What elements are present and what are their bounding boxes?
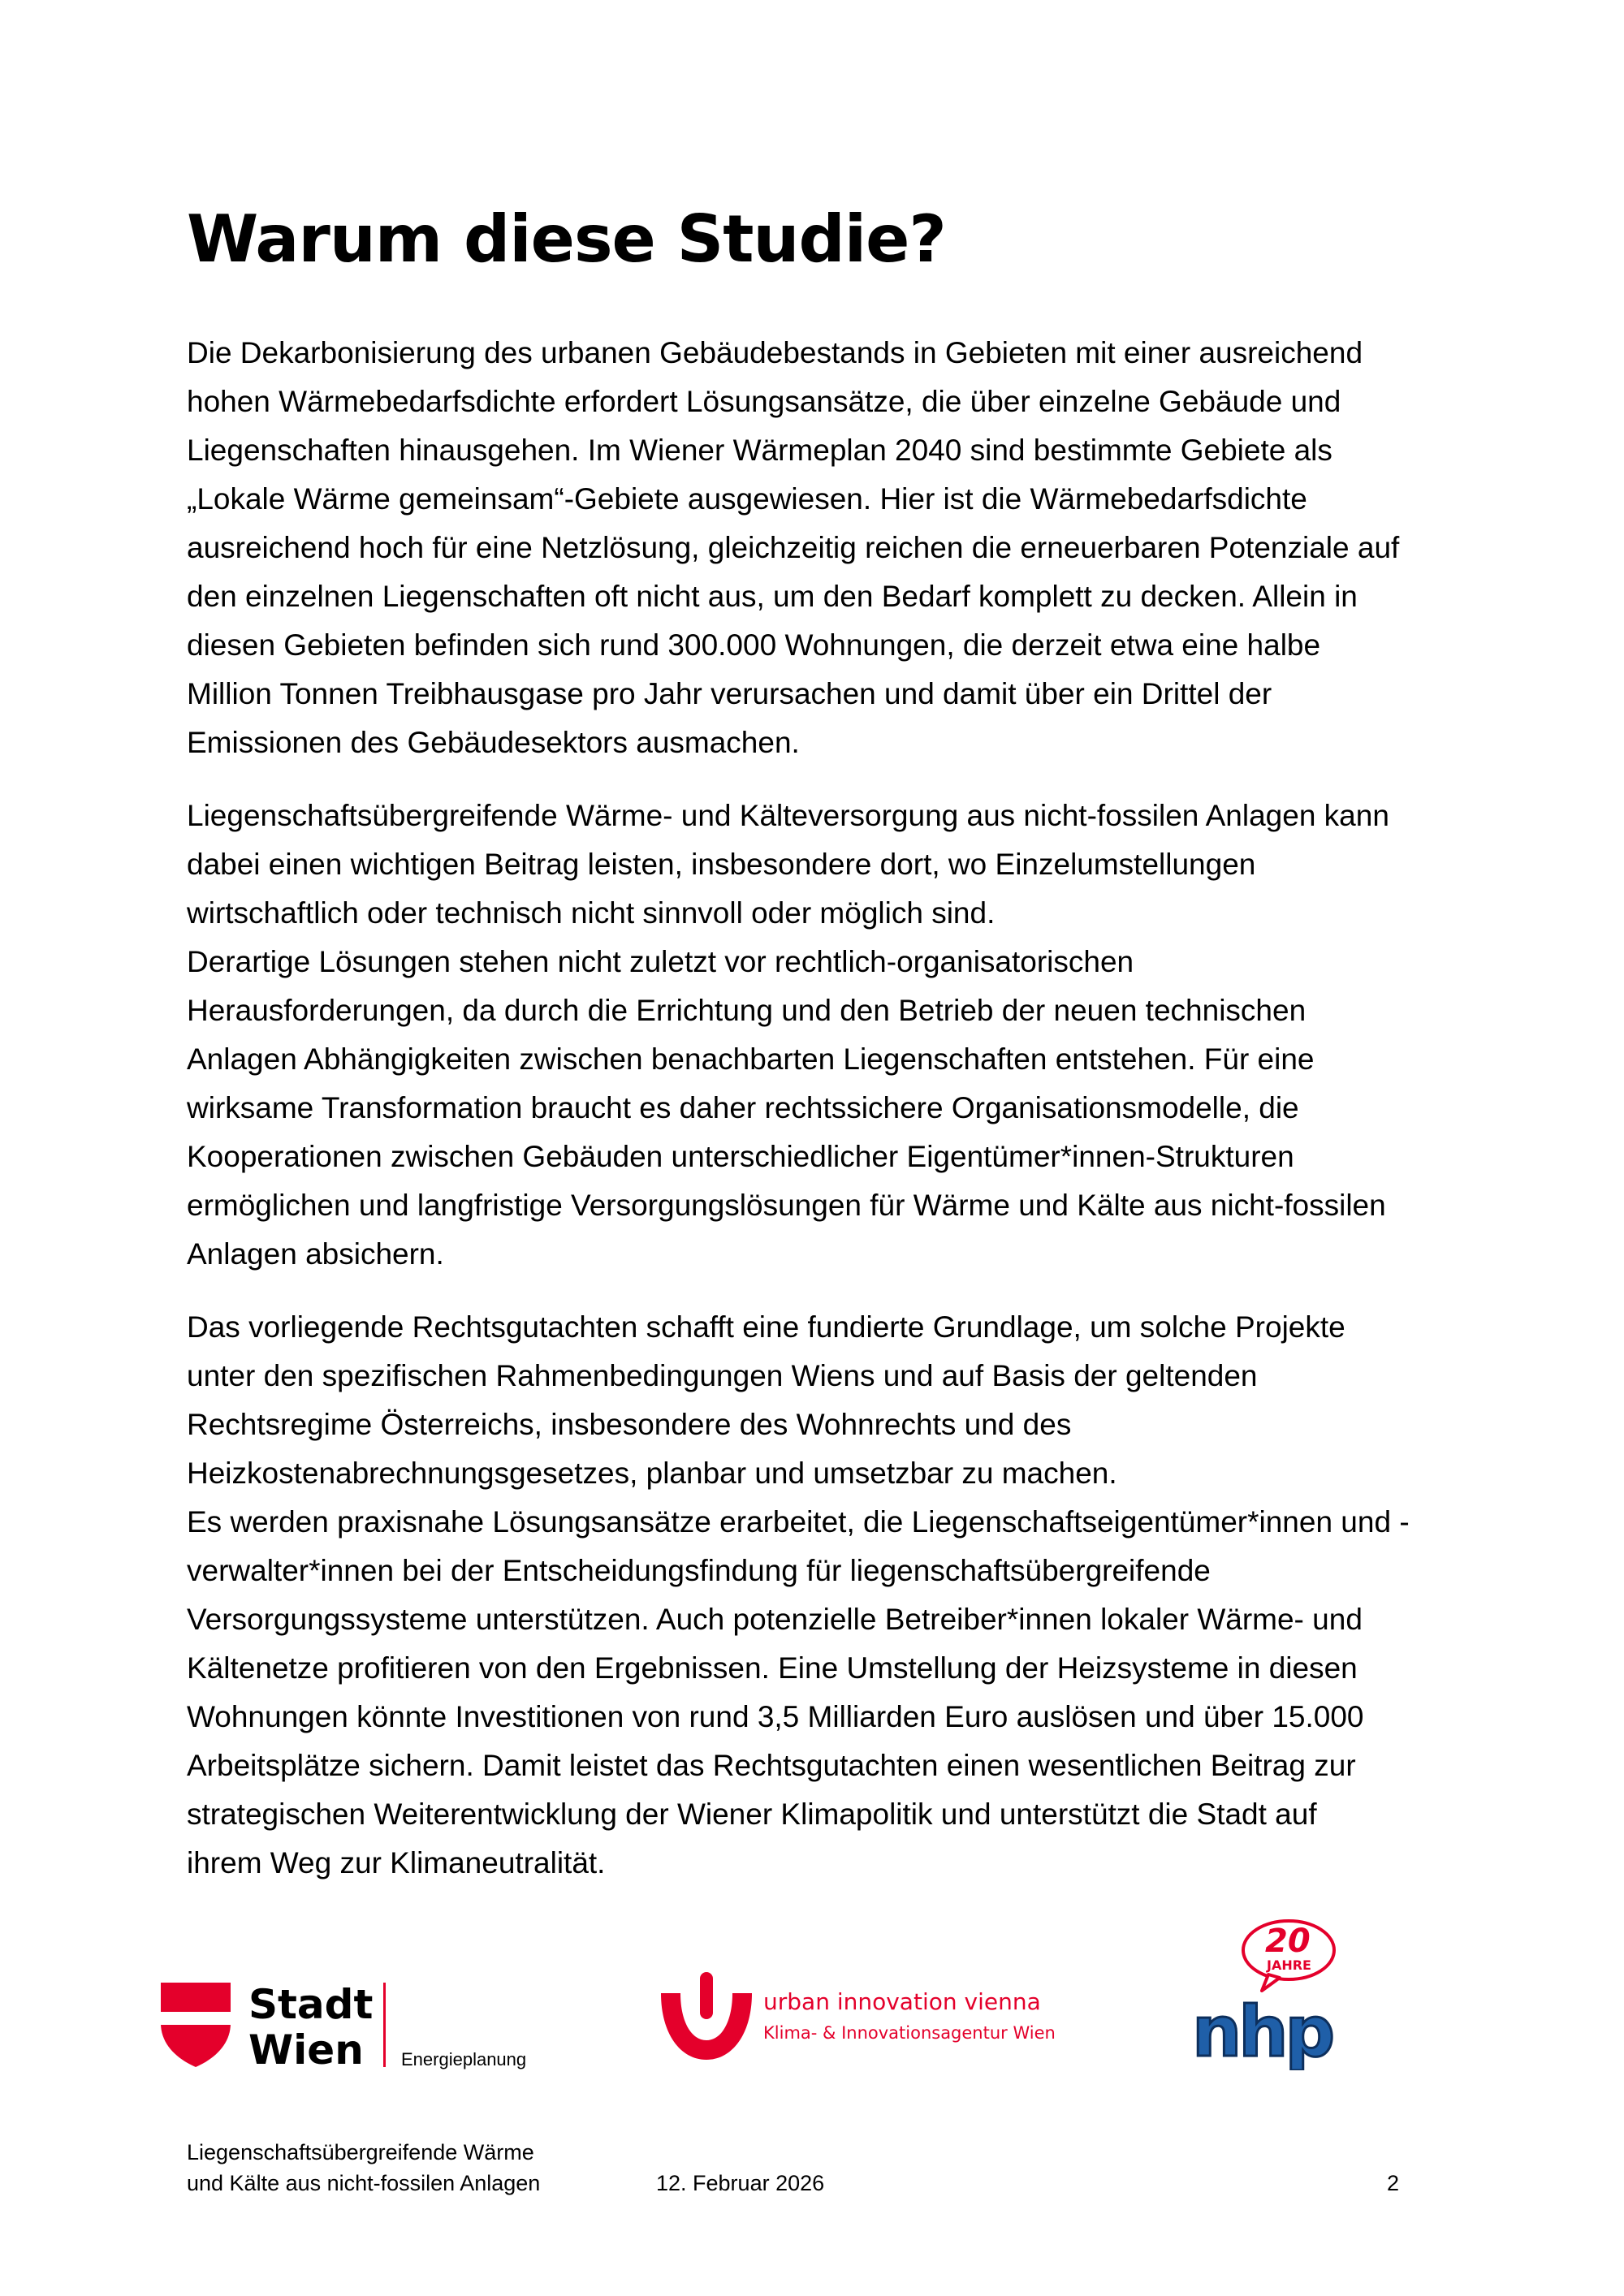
paragraph-2	[187, 792, 1466, 1279]
nhp-logo	[1187, 1916, 1350, 2070]
text-line: strategischen Weiterentwicklung der Wiener Klimapolitik und unterstützt die Stadt auf	[187, 1798, 1317, 1831]
text-line: dabei einen wichtigen Beitrag leisten, insbesondere dort, wo Einzelumstellungen	[187, 848, 1256, 881]
stadt-wien-line2: Wien	[248, 2026, 364, 2070]
paragraph-3	[187, 1303, 1466, 1888]
body-text	[187, 329, 1466, 1912]
text-line: Derartige Lösungen stehen nicht zuletzt vor rechtlich-organisatorischen	[187, 945, 1134, 978]
text-line: Anlagen absichern.	[187, 1237, 444, 1271]
text-line: wirtschaftlich oder technisch nicht sinnvoll oder möglich sind.	[187, 896, 996, 930]
text-line: Versorgungssysteme unterstützen. Auch potenzielle Betreiber*innen lokaler Wärme- und	[187, 1603, 1363, 1636]
text-line: unter den spezifischen Rahmenbedingungen Wiens und auf Basis der geltenden	[187, 1359, 1258, 1392]
nhp-badge-number: 20	[1265, 1923, 1311, 1960]
text-line: Heizkostenabrechnungsgesetzes, planbar und umsetzbar zu machen.	[187, 1457, 1117, 1490]
uiv-sub: Klima- & Innovationsagentur Wien	[763, 2023, 1056, 2043]
text-line: Kältenetze profitieren von den Ergebnissen. Eine Umstellung der Heizsysteme in diesen	[187, 1651, 1358, 1685]
text-line: Das vorliegende Rechtsgutachten schafft eine fundierte Grundlage, um solche Projekte	[187, 1310, 1345, 1344]
text-line: Anlagen Abhängigkeiten zwischen benachbarten Liegenschaften entstehen. Für eine	[187, 1042, 1315, 1076]
text-line: Million Tonnen Treibhausgase pro Jahr verursachen und damit über ein Drittel der	[187, 677, 1272, 710]
text-line: den einzelnen Liegenschaften oft nicht aus, um den Bedarf komplett zu decken. Allein in	[187, 580, 1358, 613]
text-line: ausreichend hoch für eine Netzlösung, gleichzeitig reichen die erneuerbaren Potenziale auf	[187, 531, 1400, 564]
stadt-wien-sub: Energieplanung	[401, 2049, 527, 2069]
text-line: verwalter*innen bei der Entscheidungsfindung für liegenschaftsübergreifende	[187, 1554, 1211, 1587]
text-line: Liegenschaften hinausgehen. Im Wiener Wärmeplan 2040 sind bestimmte Gebiete als	[187, 434, 1332, 467]
footer-document-title	[187, 2137, 540, 2199]
footer-title-line1: Liegenschaftsübergreifende Wärme	[187, 2140, 534, 2164]
text-line: ermöglichen und langfristige Versorgungslösungen für Wärme und Kälte aus nicht-fossilen	[187, 1189, 1386, 1222]
text-line: hohen Wärmebedarfsdichte erfordert Lösungsansätze, die über einzelne Gebäude und	[187, 385, 1341, 418]
text-line: Arbeitsplätze sichern. Damit leistet das Rechtsgutachten einen wesentlichen Beitrag zur	[187, 1749, 1356, 1782]
stadt-wien-logo	[159, 1981, 549, 2070]
text-line: Wohnungen könnte Investitionen von rund 3,5 Milliarden Euro auslösen und über 15.000	[187, 1700, 1364, 1733]
text-line: Liegenschaftsübergreifende Wärme- und Kälteversorgung aus nicht-fossilen Anlagen kann	[187, 799, 1389, 832]
page-number: 2	[1387, 2171, 1400, 2195]
text-line: Kooperationen zwischen Gebäuden unterschiedlicher Eigentümer*innen-Strukturen	[187, 1140, 1294, 1173]
text-line: „Lokale Wärme gemeinsam“-Gebiete ausgewiesen. Hier ist die Wärmebedarfsdichte	[187, 482, 1307, 516]
uiv-logo	[656, 1969, 1078, 2066]
text-line: Rechtsregime Österreichs, insbesondere des Wohnrechts und des	[187, 1408, 1072, 1441]
footer-date: 12. Februar 2026	[656, 2171, 825, 2195]
text-line: Es werden praxisnahe Lösungsansätze erarbeitet, die Liegenschaftseigentümer*innen und -	[187, 1505, 1410, 1539]
text-line: Emissionen des Gebäudesektors ausmachen.	[187, 726, 800, 759]
partner-logos	[0, 1916, 1624, 2103]
text-line: Die Dekarbonisierung des urbanen Gebäudebestands in Gebieten mit einer ausreichend	[187, 336, 1363, 369]
stadt-wien-line1: Stadt	[248, 1981, 374, 2028]
page-title: Warum diese Studie?	[187, 201, 946, 277]
text-line: wirksame Transformation braucht es daher rechtssichere Organisationsmodelle, die	[187, 1091, 1299, 1124]
nhp-name: nhp	[1192, 1992, 1332, 2070]
text-line: ihrem Weg zur Klimaneutralität.	[187, 1846, 606, 1880]
footer-title-line2: und Kälte aus nicht-fossilen Anlagen	[187, 2171, 541, 2195]
paragraph-1	[187, 329, 1466, 767]
uiv-name: urban innovation vienna	[763, 1988, 1041, 2015]
text-line: diesen Gebieten befinden sich rund 300.000 Wohnungen, die derzeit etwa eine halbe	[187, 628, 1321, 662]
text-line: Herausforderungen, da durch die Errichtung und den Betrieb der neuen technischen	[187, 994, 1307, 1027]
nhp-badge-word: JAHRE	[1267, 1957, 1311, 1973]
